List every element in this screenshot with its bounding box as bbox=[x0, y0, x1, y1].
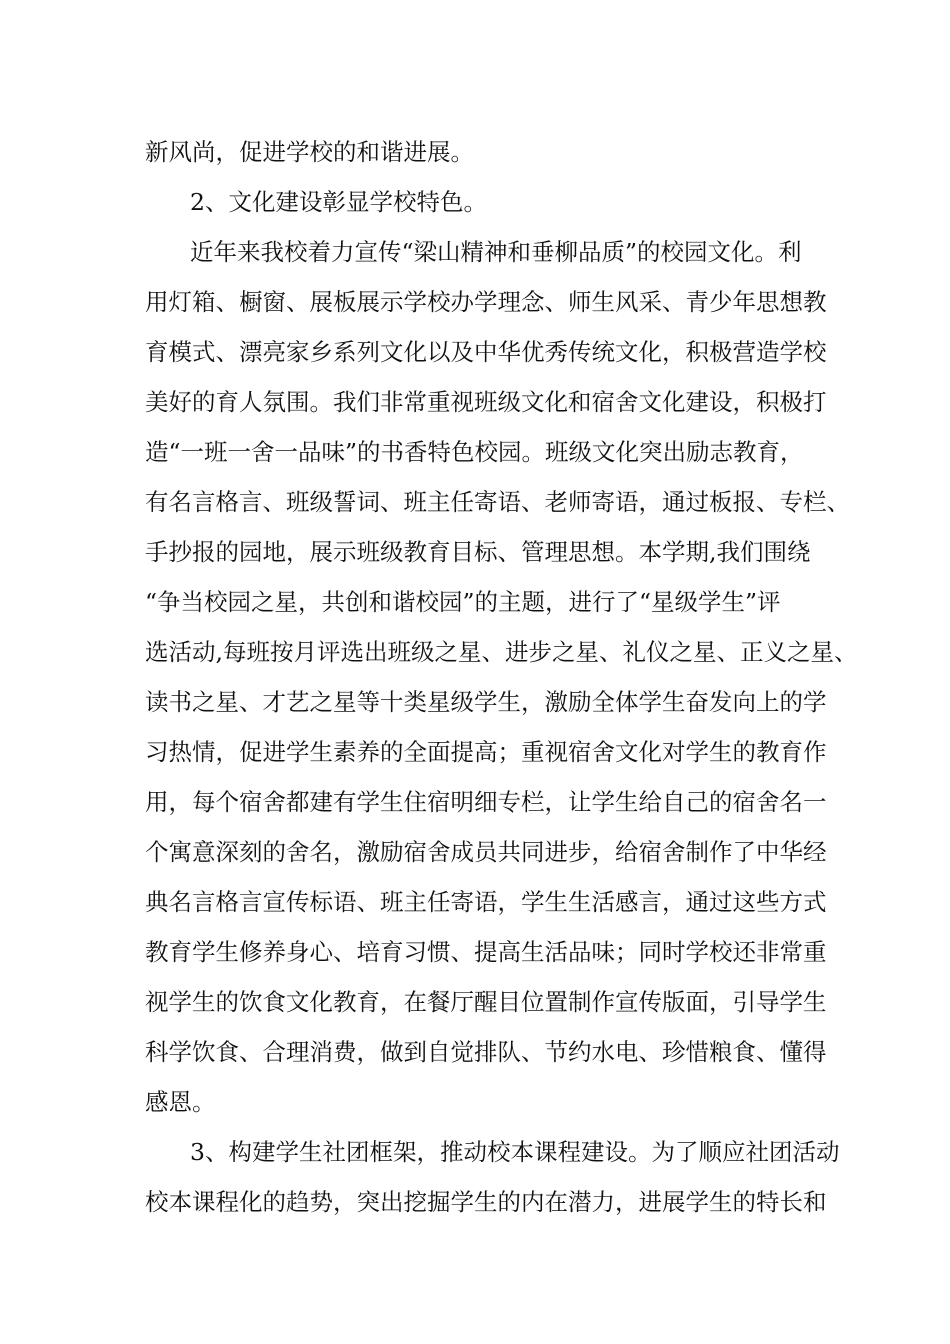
text-line-19: 科学饮食、合理消费，做到自觉排队、节约水电、珍惜粮食、懂得 bbox=[145, 1038, 827, 1066]
text-line-4: 用灯箱、橱窗、展板展示学校办学理念、师生风采、青少年思想教 bbox=[145, 288, 827, 316]
text-line-22: 校本课程化的趋势，突出挖掘学生的内在潜力，进展学生的特长和 bbox=[145, 1188, 827, 1216]
text-line-5: 育模式、漂亮家乡系列文化以及中华优秀传统文化，积极营造学校 bbox=[145, 338, 827, 366]
text-line-13: 习热情，促进学生素养的全面提高；重视宿舍文化对学生的教育作 bbox=[145, 738, 827, 766]
text-line-11: 选活动,每班按月评选出班级之星、进步之星、礼仪之星、正义之星、 bbox=[145, 638, 858, 666]
text-line-18: 视学生的饮食文化教育，在餐厅醒目位置制作宣传版面，引导学生 bbox=[145, 988, 827, 1016]
text-line-16: 典名言格言宣传标语、班主任寄语，学生生活感言，通过这些方式 bbox=[145, 888, 827, 916]
text-line-3: 近年来我校着力宣传“梁山精神和垂柳品质”的校园文化。利 bbox=[190, 238, 802, 266]
text-line-9: 手抄报的园地，展示班级教育目标、管理思想。本学期,我们围绕 bbox=[145, 538, 811, 566]
text-line-17: 教育学生修养身心、培育习惯、提高生活品味；同时学校还非常重 bbox=[145, 938, 827, 966]
text-line-14: 用，每个宿舍都建有学生住宿明细专栏，让学生给自己的宿舍名一 bbox=[145, 788, 827, 816]
text-line-12: 读书之星、才艺之星等十类星级学生，激励全体学生奋发向上的学 bbox=[145, 688, 827, 716]
text-line-1: 新风尚，促进学校的和谐进展。 bbox=[145, 138, 474, 166]
text-line-6: 美好的育人氛围。我们非常重视班级文化和宿舍文化建设，积极打 bbox=[145, 388, 827, 416]
text-line-15: 个寓意深刻的舍名，激励宿舍成员共同进步，给宿舍制作了中华经 bbox=[145, 838, 827, 866]
section-heading-3: 3、构建学生社团框架，推动校本课程建设。为了顺应社团活动 bbox=[190, 1138, 840, 1166]
section-heading-2: 2、文化建设彰显学校特色。 bbox=[190, 188, 487, 216]
text-line-7: 造“一班一舍一品味”的书香特色校园。班级文化突出励志教育， bbox=[145, 438, 804, 466]
text-line-20: 感恩。 bbox=[145, 1088, 216, 1116]
text-line-10: “争当校园之星，共创和谐校园”的主题，进行了“星级学生”评 bbox=[145, 588, 781, 616]
text-line-8: 有名言格言、班级誓词、班主任寄语、老师寄语，通过板报、专栏、 bbox=[145, 488, 850, 516]
